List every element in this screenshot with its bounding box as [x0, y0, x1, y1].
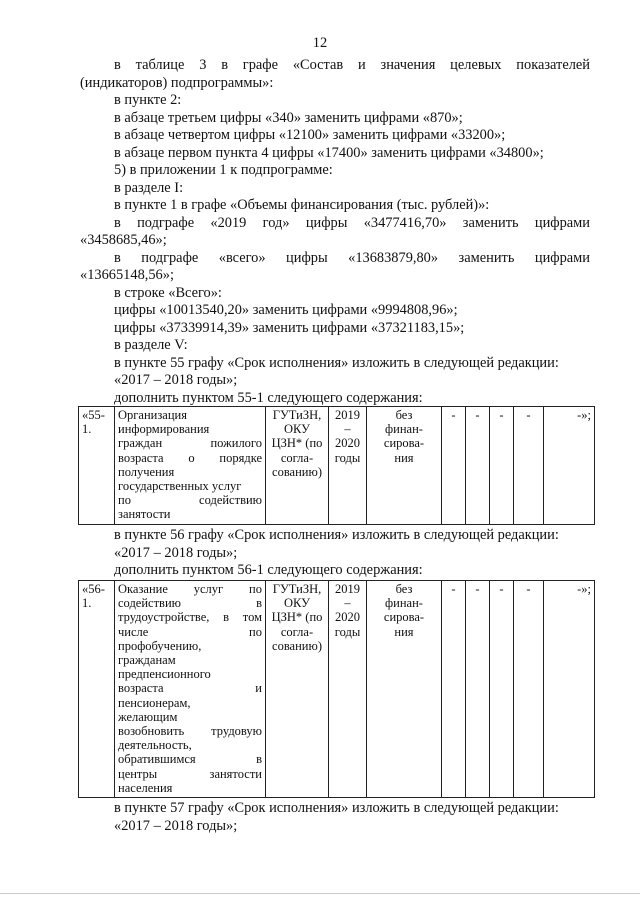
text-line: в разделе V:	[114, 337, 188, 353]
value-cell: -	[442, 407, 466, 525]
item-financing: без финан- сирова- ния	[367, 407, 442, 525]
amendment-text-block-2	[80, 527, 590, 580]
item-description: Оказание услуг по содействию в трудоустройстве, в том числе по профобучению, гражданам предпенсионного возраста и пенсионерам, желающим возобновить трудовую деятельность, обратившимся в центры занятости населения	[115, 581, 266, 798]
scan-edge-line	[0, 893, 640, 894]
item-number: «55-1.	[79, 407, 115, 525]
text-line: цифры «37339914,39» заменить цифрами «37321183,15»;	[114, 319, 465, 336]
program-table	[78, 406, 595, 525]
table-row	[79, 407, 595, 525]
text-line: в абзаце первом пункта 4 цифры «17400» заменить цифрами «34800»;	[114, 144, 544, 161]
value-cell-end: -»;	[544, 581, 595, 798]
text-line: «3458685,46»;	[80, 232, 167, 248]
text-line: в пункте 1 в графе «Объемы финансирования (тыс. рублей)»:	[114, 197, 490, 213]
amendment-text-block-3	[80, 800, 590, 835]
item-description: Организация информирования граждан пожилого возраста о порядке получения государственных услуг по содействию занятости	[115, 407, 266, 525]
amendment-text-block-1	[80, 57, 590, 407]
text-line: в пункте 57 графу «Срок исполнения» изложить в следующей редакции:	[114, 800, 559, 816]
text-line: дополнить пунктом 56-1 следующего содержания:	[114, 562, 423, 578]
table-55-1	[80, 406, 590, 525]
text-line: дополнить пунктом 55-1 следующего содержания:	[114, 389, 423, 406]
text-line: в подграфе «всего» цифры «13683879,80» заменить цифрами	[114, 249, 590, 266]
table-56-1	[80, 580, 590, 798]
text-line: в пункте 2:	[114, 92, 182, 108]
text-line: в таблице 3 в графе «Состав и значения целевых показателей	[114, 57, 590, 73]
text-line: в пункте 55 графу «Срок исполнения» изложить в следующей редакции:	[114, 354, 559, 371]
text-line: цифры «10013540,20» заменить цифрами «9994808,96»;	[114, 302, 458, 318]
value-cell: -	[490, 581, 514, 798]
item-number: «56-1.	[79, 581, 115, 798]
value-cell: -	[490, 407, 514, 525]
text-line: в абзаце четвертом цифры «12100» заменить цифрами «33200»;	[114, 127, 506, 143]
value-cell: -	[466, 407, 490, 525]
program-table	[78, 580, 595, 798]
text-line: «2017 – 2018 годы»;	[114, 544, 238, 561]
value-cell: -	[514, 581, 544, 798]
item-executor: ГУТиЗН, ОКУ ЦЗН* (по согла- сованию)	[266, 581, 329, 798]
text-line: 5) в приложении 1 к подпрограмме:	[114, 162, 333, 178]
table-row	[79, 581, 595, 798]
text-line: (индикаторов) подпрограммы»:	[80, 74, 274, 91]
item-executor: ГУТиЗН, ОКУ ЦЗН* (по согла- сованию)	[266, 407, 329, 525]
value-cell: -	[466, 581, 490, 798]
text-line: в пункте 56 графу «Срок исполнения» изложить в следующей редакции:	[114, 527, 559, 543]
item-term: 2019 – 2020 годы	[329, 581, 367, 798]
text-line: в подграфе «2019 год» цифры «3477416,70» заменить цифрами	[114, 214, 590, 231]
value-cell: -	[442, 581, 466, 798]
text-line: в абзаце третьем цифры «340» заменить цифрами «870»;	[114, 109, 463, 126]
text-line: в разделе I:	[114, 179, 184, 196]
value-cell: -	[514, 407, 544, 525]
text-line: «2017 – 2018 годы»;	[114, 817, 238, 834]
text-line: «13665148,56»;	[80, 267, 174, 283]
page-number: 12	[312, 35, 328, 51]
text-line: «2017 – 2018 годы»;	[114, 372, 238, 388]
text-line: в строке «Всего»:	[114, 284, 222, 301]
item-financing: без финан- сирова- ния	[367, 581, 442, 798]
value-cell-end: -»;	[544, 407, 595, 525]
item-term: 2019 – 2020 годы	[329, 407, 367, 525]
